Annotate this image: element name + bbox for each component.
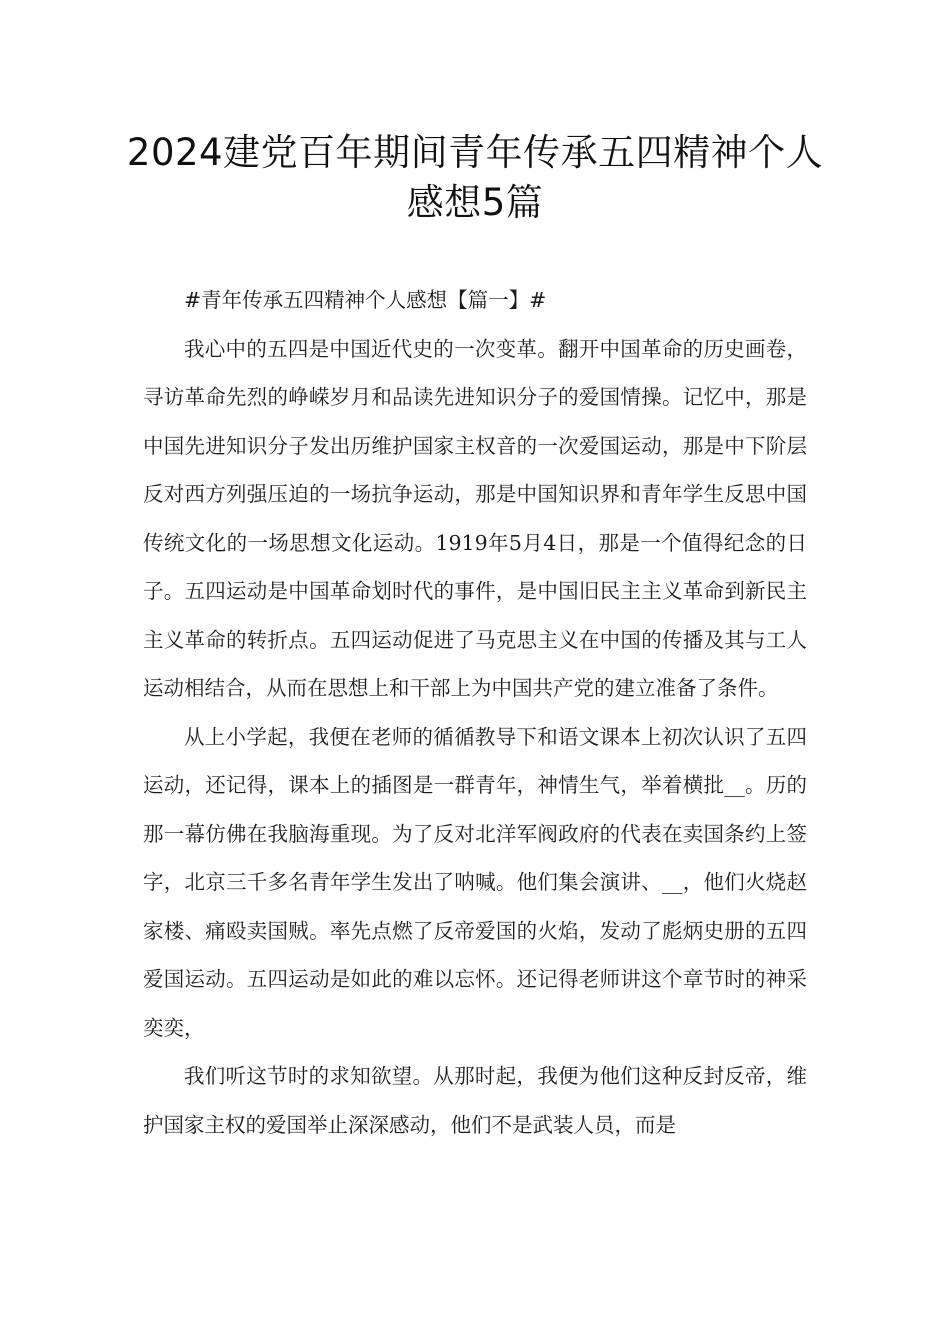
paragraph-3: 我们听这节时的求知欲望。从那时起，我便为他们这种反封反帝，维护国家主权的爱国举止深深感动，他们不是武装人员，而是 [143,1064,807,1137]
section-heading: #青年传承五四精神个人感想【篇一】# [184,288,547,312]
paragraph-2: 从上小学起，我便在老师的循循教导下和语文课本上初次认识了五四运动，还记得，课本上的插图是一群青年，神情生气，举着横批__。历的那一幕仿佛在我脑海重现。为了反对北洋军阀政府的代表在卖国条约上签字，北京三千多名青年学生发出了呐喊。他们集会演讲、__，他们火烧赵家楼、痛殴卖国贼。率先点燃了反帝爱国的火焰，发动了彪炳史册的五四爱国运动。五四运动是如此的难以忘怀。还记得老师讲这个章节时的神采奕奕， [143,724,807,1040]
document-body [143,276,807,1149]
document-title: 2024建党百年期间青年传承五四精神个人感想5篇 [126,131,824,224]
paragraph-1: 我心中的五四是中国近代史的一次变革。翻开中国革命的历史画卷，寻访革命先烈的峥嵘岁月和品读先进知识分子的爱国情操。记忆中，那是中国先进知识分子发出历维护国家主权音的一次爱国运动，那是中下阶层反对西方列强压迫的一场抗争运动，那是中国知识界和青年学生反思中国传统文化的一场思想文化运动。1919年5月4日，那是一个值得纪念的日子。五四运动是中国革命划时代的事件，是中国旧民主主义革命到新民主主义革命的转折点。五四运动促进了马克思主义在中国的传播及其与工人运动相结合，从而在思想上和干部上为中国共产党的建立准备了条件。 [143,336,807,700]
